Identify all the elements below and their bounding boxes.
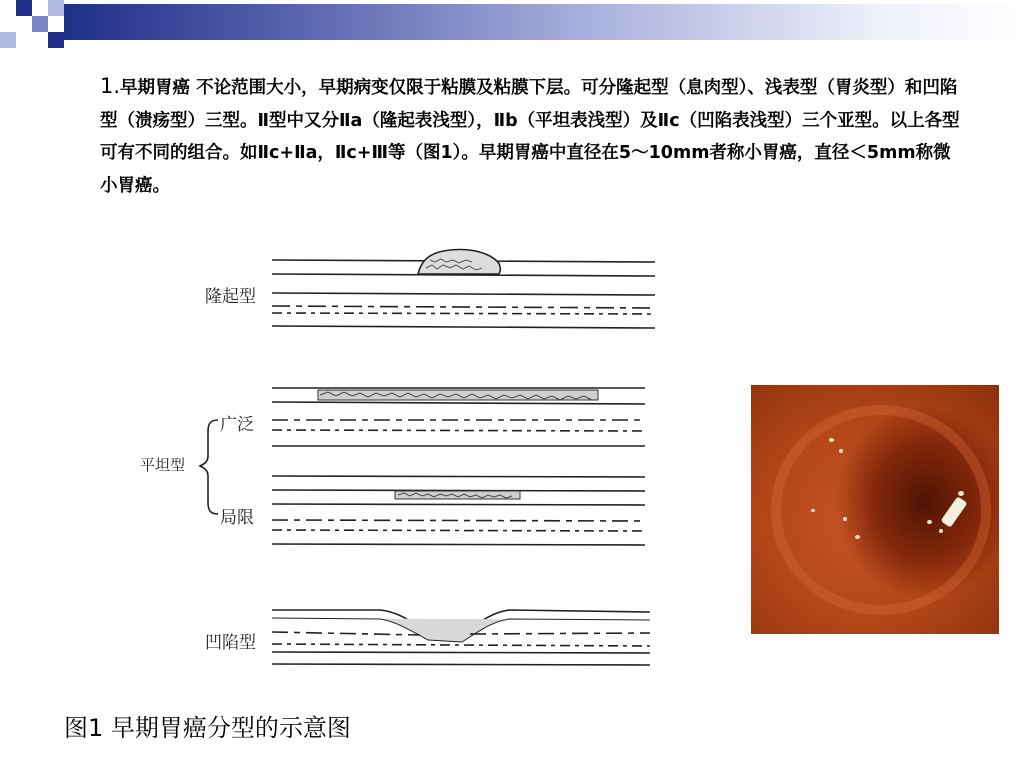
flat-type-bracket <box>200 420 218 514</box>
label-elevated-type: 隆起型 <box>205 287 256 307</box>
paragraph-number: 1. <box>100 74 121 98</box>
endoscopy-photo <box>751 385 999 634</box>
body-paragraph <box>100 70 960 202</box>
label-widespread: 广泛 <box>220 415 254 435</box>
mucosa-spot <box>839 449 843 453</box>
decor-square <box>16 0 32 16</box>
mucosa-spot <box>829 438 834 442</box>
mucosa-spot <box>855 535 860 539</box>
depressed-type-layers <box>272 610 650 665</box>
decor-square <box>32 16 48 32</box>
flat-widespread-layers <box>272 388 645 446</box>
mucosa-spot <box>843 517 847 521</box>
flat-localized-layers <box>272 476 645 545</box>
paragraph-text: 早期胃癌 不论范围大小，早期病变仅限于粘膜及粘膜下层。可分隆起型（息肉型）、浅表型（胃炎型）和凹陷型（溃疡型）三型。Ⅱ型中又分Ⅱa（隆起表浅型），Ⅱb（平坦表浅型）及Ⅱc（凹陷表浅型）三个亚型。以上各型可有不同的组合。如Ⅱc+Ⅱa，Ⅱc+Ⅲ等（图1）。早期胃癌中直径在5～10mm者称小胃癌，直径＜5mm称微小胃癌。 <box>100 78 960 196</box>
label-localized: 局限 <box>220 508 254 528</box>
header-gradient-band <box>64 4 1024 40</box>
decor-square <box>48 0 64 16</box>
gastric-cancer-type-diagram <box>130 240 670 680</box>
mucosa-spot <box>939 529 943 533</box>
mucosa-spot <box>958 491 964 496</box>
figure-caption: 图1 早期胃癌分型的示意图 <box>64 714 351 742</box>
elevated-type-layers <box>272 250 655 329</box>
mucosa-spot <box>927 520 932 524</box>
label-depressed-type: 凹陷型 <box>205 633 256 653</box>
decor-square <box>48 32 64 48</box>
label-flat-type: 平坦型 <box>140 456 186 474</box>
decor-square <box>0 32 16 48</box>
mucosa-spot <box>811 509 815 512</box>
